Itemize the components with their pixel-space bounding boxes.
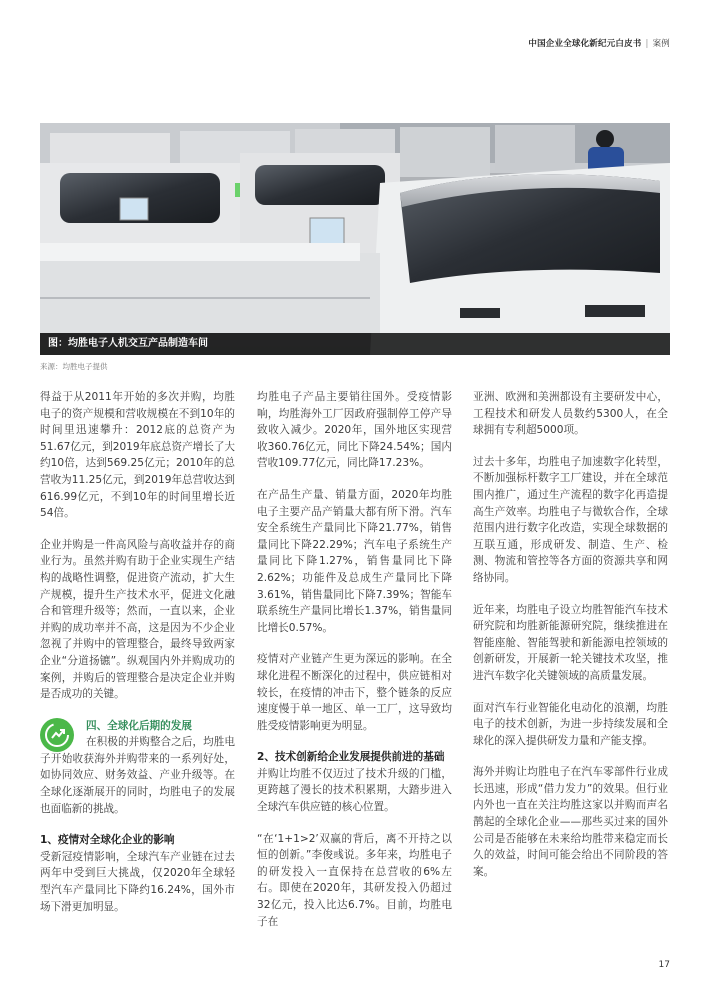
subheading: 2、技术创新给企业发展提供前进的基础 — [257, 751, 445, 764]
paragraph: 海外并购让均胜电子在汽车零部件行业成长迅速，形成“借力发力”的效果。但行业内外也一直在关注均胜这家以并购而声名鹊起的全球化企业——那些买过来的国外公司是否能够在未来给均胜带来稳定而长久的效益，时间可能会给出不同阶段的答案。 — [473, 766, 668, 878]
paragraph: 得益于从2011年开始的多次并购，均胜电子的资产规模和营收规模在不到10年的时间里迅速攀升：2012底的总资产为51.67亿元，到2019年底总资产增长了大约10倍，达到569.25亿元；2010年的总营收为11.25亿元，到2019年总营收达到616.99亿元，不到10年的时间里增长近54倍。 — [40, 391, 236, 520]
section-callout — [40, 718, 235, 818]
header-title: 中国企业全球化新纪元白皮书 — [528, 39, 642, 49]
paragraph: 近年来，均胜电子设立均胜智能汽车技术研究院和均胜新能源研究院，继续推进在智能座舱、智能驾驶和新能源电控领域的创新研发，开展新一轮关键技术攻坚，推进汽车数字化关键领域的高质量发展。 — [473, 603, 668, 682]
column-2 — [257, 389, 452, 945]
paragraph: 疫情对产业链产生更为深远的影响。在全球化进程不断深化的过程中，供应链相对较长，在疫情的冲击下，整个链条的反应速度慢于单一地区、单一工厂，这导致均胜受疫情影响更为明显。 — [257, 653, 452, 732]
column-1 — [40, 389, 235, 930]
factory-photo-illustration — [40, 123, 670, 355]
figure-caption: 图：均胜电子人机交互产品制造车间 — [40, 333, 670, 355]
page-number: 17 — [658, 960, 670, 970]
header-separator: | — [645, 39, 649, 49]
growth-circle-icon — [40, 718, 74, 752]
paragraph: “在‘1+1>2’双赢的背后，离不开持之以恒的创新。”李俊彧说。多年来，均胜电子的研发投入一直保持在总营收的6%左右。即使在2020年，其研发投入仍超过32亿元，投入比达6.7%。目前，均胜电子在 — [257, 832, 452, 928]
paragraph: 面对汽车行业智能化电动化的浪潮，均胜电子的技术创新，为进一步持续发展和全球化的深入提供研发力量和产能支撑。 — [473, 701, 668, 747]
paragraph: 并购让均胜不仅迈过了技术升级的门槛，更跨越了漫长的技术积累期，大踏步进入全球汽车供应链的核心位置。 — [257, 767, 452, 814]
callout-title: 四、全球化后期的发展 — [86, 719, 192, 732]
paragraph: 企业并购是一件高风险与高收益并存的商业行为。虽然并购有助于企业实现生产结构的战略性调整，促进资产流动，扩大生产规模，提升生产技术水平，促进文化融合和管理升级等；然而，一直以来，企业并购的成功率并不高，这是因为不少企业忽视了并购中的管理整合，最终导致两家企业“分道扬镳”。纵观国内外并购成功的案例，并购后的管理整合是决定企业并购是否成功的关键。 — [40, 538, 235, 701]
paragraph: 在产品生产量、销量方面，2020年均胜电子主要产品产销量大都有所下滑。汽车安全系统生产量同比下降21.77%，销售量同比下降22.29%；汽车电子系统生产量同比下降1.27%，销售量同比下降2.62%；功能件及总成生产量同比下降3.61%，销售量同比下降7.39%；智能车联系统生产量同比增长1.37%，销售量同比增长0.57%。 — [257, 488, 452, 634]
paragraph: 受新冠疫情影响，全球汽车产业链在过去两年中受到巨大挑战，仅2020年全球轻型汽车产量同比下降约16.24%，国外市场下滑更加明显。 — [40, 850, 235, 913]
paragraph: 过去十多年，均胜电子加速数字化转型，不断加强标杆数字工厂建设，并在全球范围内推广，通过生产流程的数字化再造提高生产效率。均胜电子与微软合作，全球范围内进行数字化改造，实现全球数据的互联互通，形成研发、制造、生产、检测、物流和管控等各方面的资源共享和网络协同。 — [473, 455, 668, 584]
subheading: 1、疫情对全球化企业的影响 — [40, 834, 175, 847]
paragraph: 亚洲、欧洲和美洲都设有主要研发中心，工程技术和研发人员数约5300人，在全球拥有专利超5000项。 — [473, 391, 668, 437]
header-section: 案例 — [652, 39, 670, 49]
callout-text: 在积极的并购整合之后，均胜电子开始收获海外并购带来的一系列好处，如协同效应、财务效益、产业升级等。在全球化逐渐展开的同时，均胜电子的发展也面临新的挑战。 — [40, 736, 235, 815]
factory-photo — [40, 123, 670, 355]
paragraph: 均胜电子产品主要销往国外。受疫情影响，均胜海外工厂因政府强制停工停产导致收入减少。2020年，国外地区实现营收360.76亿元，同比下降24.54%；国内营收109.77亿元，同比降17.23%。 — [257, 391, 452, 470]
page-header — [528, 37, 670, 49]
figure-source: 来源：均胜电子提供 — [40, 362, 108, 371]
column-3 — [473, 389, 668, 895]
